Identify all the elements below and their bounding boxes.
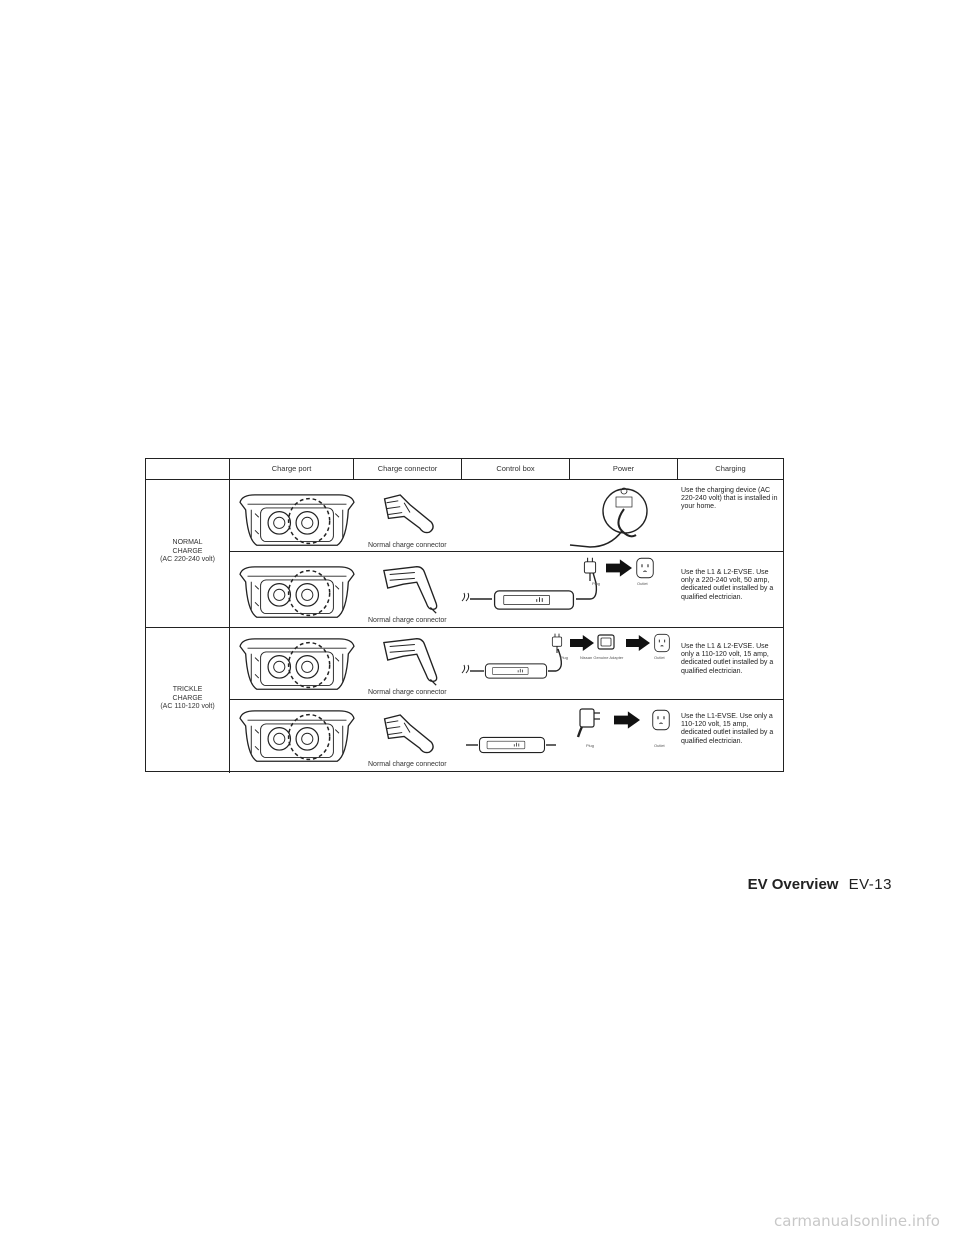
outlet-label: Outlet [654,655,665,660]
header-charging: Charging [677,459,783,479]
plug-label: Plug [592,581,601,586]
header-charge-port: Charge port [229,459,353,479]
charge-connector-icon [385,495,433,533]
plug-label: Plug [586,743,595,748]
outlet-icon [637,558,654,578]
table-row-l2-evse [230,553,783,627]
plug-label: Plug [560,655,569,660]
table-row-l1-l2-adapter [230,629,783,699]
group-label-line: (AC 110-120 volt) [160,703,215,711]
connector-caption: Normal charge connector [368,761,447,768]
table-row-l1-evse [230,701,783,771]
outlet-label: Outlet [654,743,665,748]
connector-caption: Normal charge connector [368,542,447,549]
row-illustration [230,553,680,627]
control-box-icon [495,591,574,609]
adapter-label: Nissan Genuine Adapter [580,655,624,660]
group-label-normal-charge [146,539,229,565]
charge-connector-icon [384,639,437,686]
row-description: Use the L1-EVSE. Use only a 110-120 volt, 15 amp, dedicated outlet installed by a qualified electrician. [681,713,774,745]
arrow-right-icon [626,635,650,651]
charge-port-icon [240,711,354,761]
row-divider [229,551,783,552]
row-illustration [230,701,680,771]
connector-caption: Normal charge connector [368,617,447,624]
header-power: Power [569,459,677,479]
page-footer [748,876,892,893]
watermark: carmanualsonline.info [774,1212,940,1230]
section-title: EV Overview [747,876,839,893]
header-cell-empty [146,459,229,479]
control-box-icon [485,664,546,678]
group-label-line: (AC 220-240 volt) [160,556,215,564]
header-control-box: Control box [461,459,569,479]
table-header [146,459,783,480]
row-illustration [230,481,680,551]
adapter-icon [598,635,614,649]
arrow-right-icon [570,635,594,651]
row-description: Use the L1 & L2-EVSE. Use only a 110-120 volt, 15 amp, dedicated outlet installed by a qualified electrician. [681,643,774,675]
charge-port-icon [240,495,354,545]
plug-icon [578,709,600,737]
row-description: Use the L1 & L2-EVSE. Use only a 220-240 volt, 50 amp, dedicated outlet installed by a qualified electrician. [681,569,774,601]
charging-methods-table [145,458,784,772]
group-divider [146,627,783,628]
row-divider [229,699,783,700]
group-label-trickle-charge [146,686,229,712]
table-row-home-charger [230,481,783,551]
plug-icon [552,634,561,653]
page-number: EV-13 [848,876,892,893]
outlet-icon [653,710,670,730]
control-box-icon [480,737,545,752]
charge-connector-icon [385,715,433,753]
arrow-right-icon [614,711,640,728]
charge-connector-icon [384,567,437,614]
charge-port-icon [240,639,354,689]
group-label-line: TRICKLE [172,686,203,693]
wall-charger-icon [570,488,647,547]
row-illustration [230,629,680,699]
outlet-icon [655,634,670,651]
group-label-line: CHARGE [172,547,203,555]
group-label-line: CHARGE [172,694,203,702]
group-label-line: NORMAL [172,539,203,546]
row-description: Use the charging device (AC 220-240 volt) that is installed in your home. [681,487,778,511]
outlet-label: Outlet [637,581,648,586]
connector-caption: Normal charge connector [368,689,447,696]
header-charge-connector: Charge connector [353,459,461,479]
arrow-right-icon [606,559,632,576]
charge-port-icon [240,567,354,617]
